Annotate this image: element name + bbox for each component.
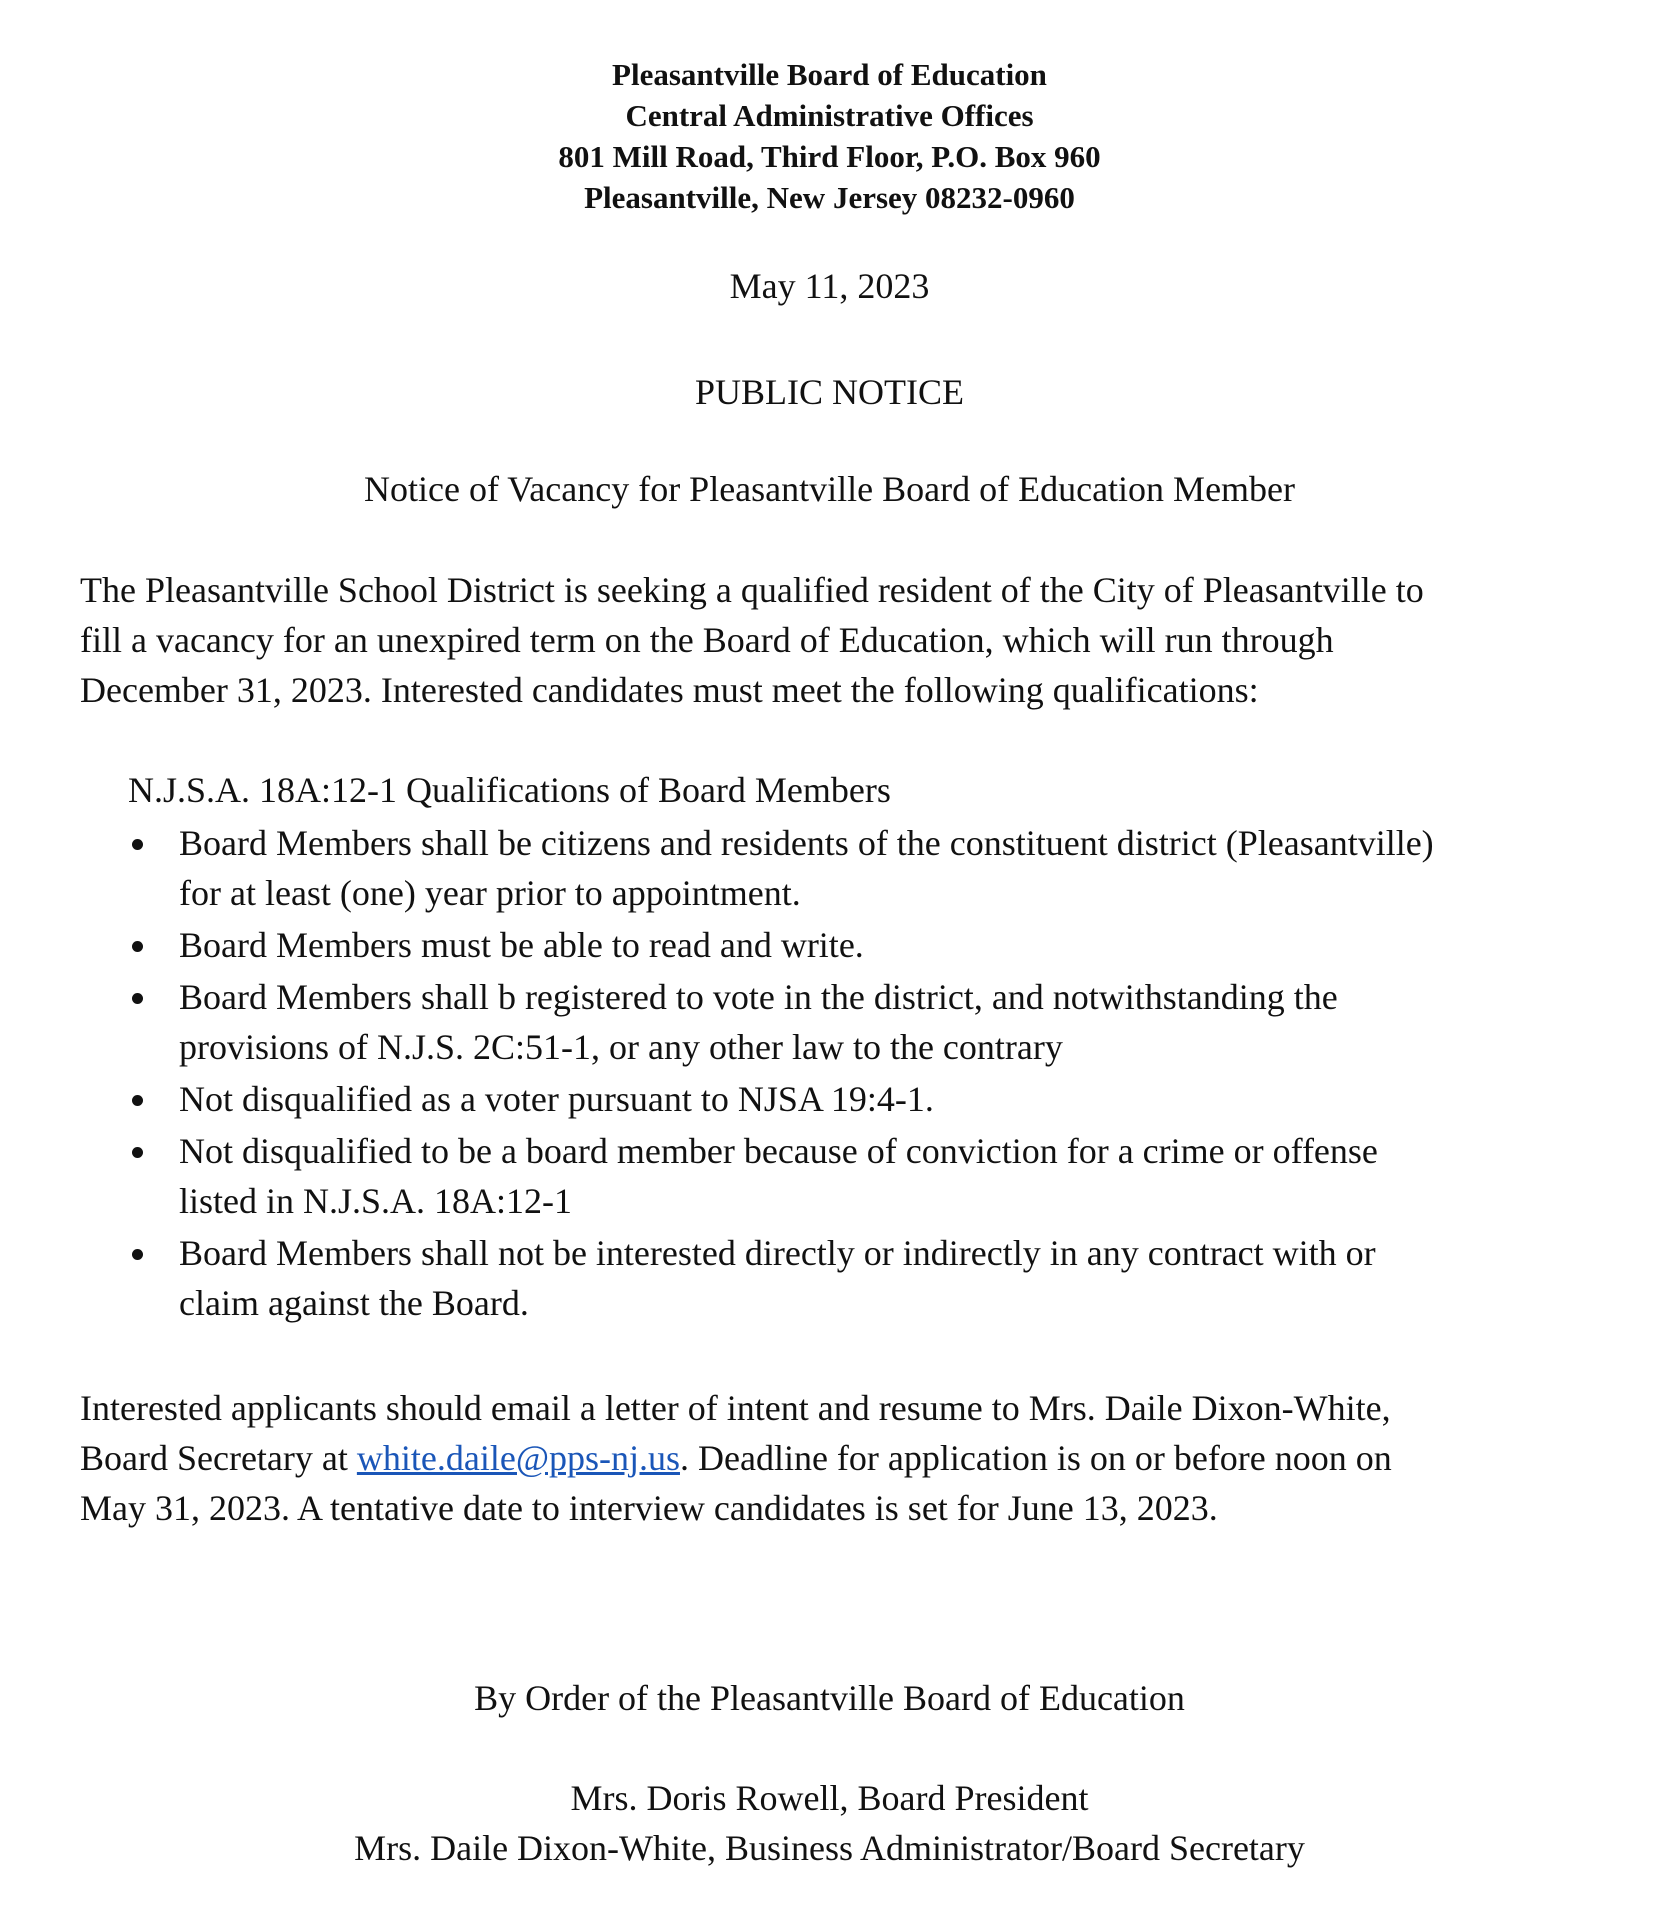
letterhead-street-address: 801 Mill Road, Third Floor, P.O. Box 960 [558, 139, 1101, 174]
signer-secretary: Mrs. Daile Dixon-White, Business Administrator/Board Secretary [354, 1828, 1305, 1868]
bullet-icon [132, 941, 143, 952]
intro-line: fill a vacancy for an unexpired term on the Board of Education, which will run through [80, 620, 1334, 660]
intro-line: The Pleasantville School District is seeking a qualified resident of the City of Pleasantville to [80, 570, 1424, 610]
intro-line: December 31, 2023. Interested candidates must meet the following qualifications: [80, 670, 1259, 710]
qualification-item [128, 1074, 1588, 1124]
application-line [80, 1433, 1620, 1483]
letterhead-organization: Pleasantville Board of Education [612, 57, 1047, 92]
qualification-text: Board Members must be able to read and write. [179, 925, 864, 965]
qualifications-heading: N.J.S.A. 18A:12-1 Qualifications of Board Members [128, 770, 891, 810]
qualification-text: Board Members shall be citizens and residents of the constituent district (Pleasantville) for at least (one) year prior to appointment. [179, 823, 1434, 913]
notice-date: May 11, 2023 [729, 266, 930, 306]
qualification-item [128, 1228, 1588, 1328]
application-line: May 31, 2023. A tentative date to interview candidates is set for June 13, 2023. [80, 1488, 1218, 1528]
qualification-item [128, 972, 1588, 1072]
qualification-item [128, 920, 1588, 970]
qualification-item [128, 1126, 1588, 1226]
notice-subject: Notice of Vacancy for Pleasantville Board of Education Member [363, 469, 1296, 509]
bullet-icon [132, 1249, 143, 1260]
bullet-icon [132, 839, 143, 850]
letterhead [0, 54, 1659, 218]
by-order-line: By Order of the Pleasantville Board of Education [474, 1678, 1185, 1718]
application-text: . Deadline for application is on or before noon on [679, 1438, 1392, 1478]
letterhead-city-address: Pleasantville, New Jersey 08232-0960 [584, 180, 1075, 215]
application-text: Board Secretary at [80, 1438, 357, 1478]
letterhead-office: Central Administrative Offices [625, 98, 1034, 133]
qualifications-list [128, 818, 1588, 1330]
qualification-text: Board Members shall not be interested directly or indirectly in any contract with or claim against the Board. [179, 1233, 1376, 1323]
bullet-icon [132, 993, 143, 1004]
intro-paragraph [80, 565, 1620, 715]
application-paragraph [80, 1383, 1620, 1533]
signer-president: Mrs. Doris Rowell, Board President [570, 1778, 1089, 1818]
qualification-text: Not disqualified to be a board member because of conviction for a crime or offense listed in N.J.S.A. 18A:12-1 [179, 1131, 1378, 1221]
qualification-item [128, 818, 1588, 918]
qualification-text: Board Members shall b registered to vote in the district, and notwithstanding the provisions of N.J.S. 2C:51-1, or any other law to the contrary [179, 977, 1338, 1067]
notice-title: PUBLIC NOTICE [695, 372, 964, 412]
secretary-email-link[interactable]: white.daile@pps-nj.us [356, 1438, 680, 1478]
bullet-icon [132, 1147, 143, 1158]
bullet-icon [132, 1095, 143, 1106]
qualification-text: Not disqualified as a voter pursuant to NJSA 19:4-1. [179, 1079, 934, 1119]
application-line: Interested applicants should email a letter of intent and resume to Mrs. Daile Dixon-White, [80, 1388, 1391, 1428]
